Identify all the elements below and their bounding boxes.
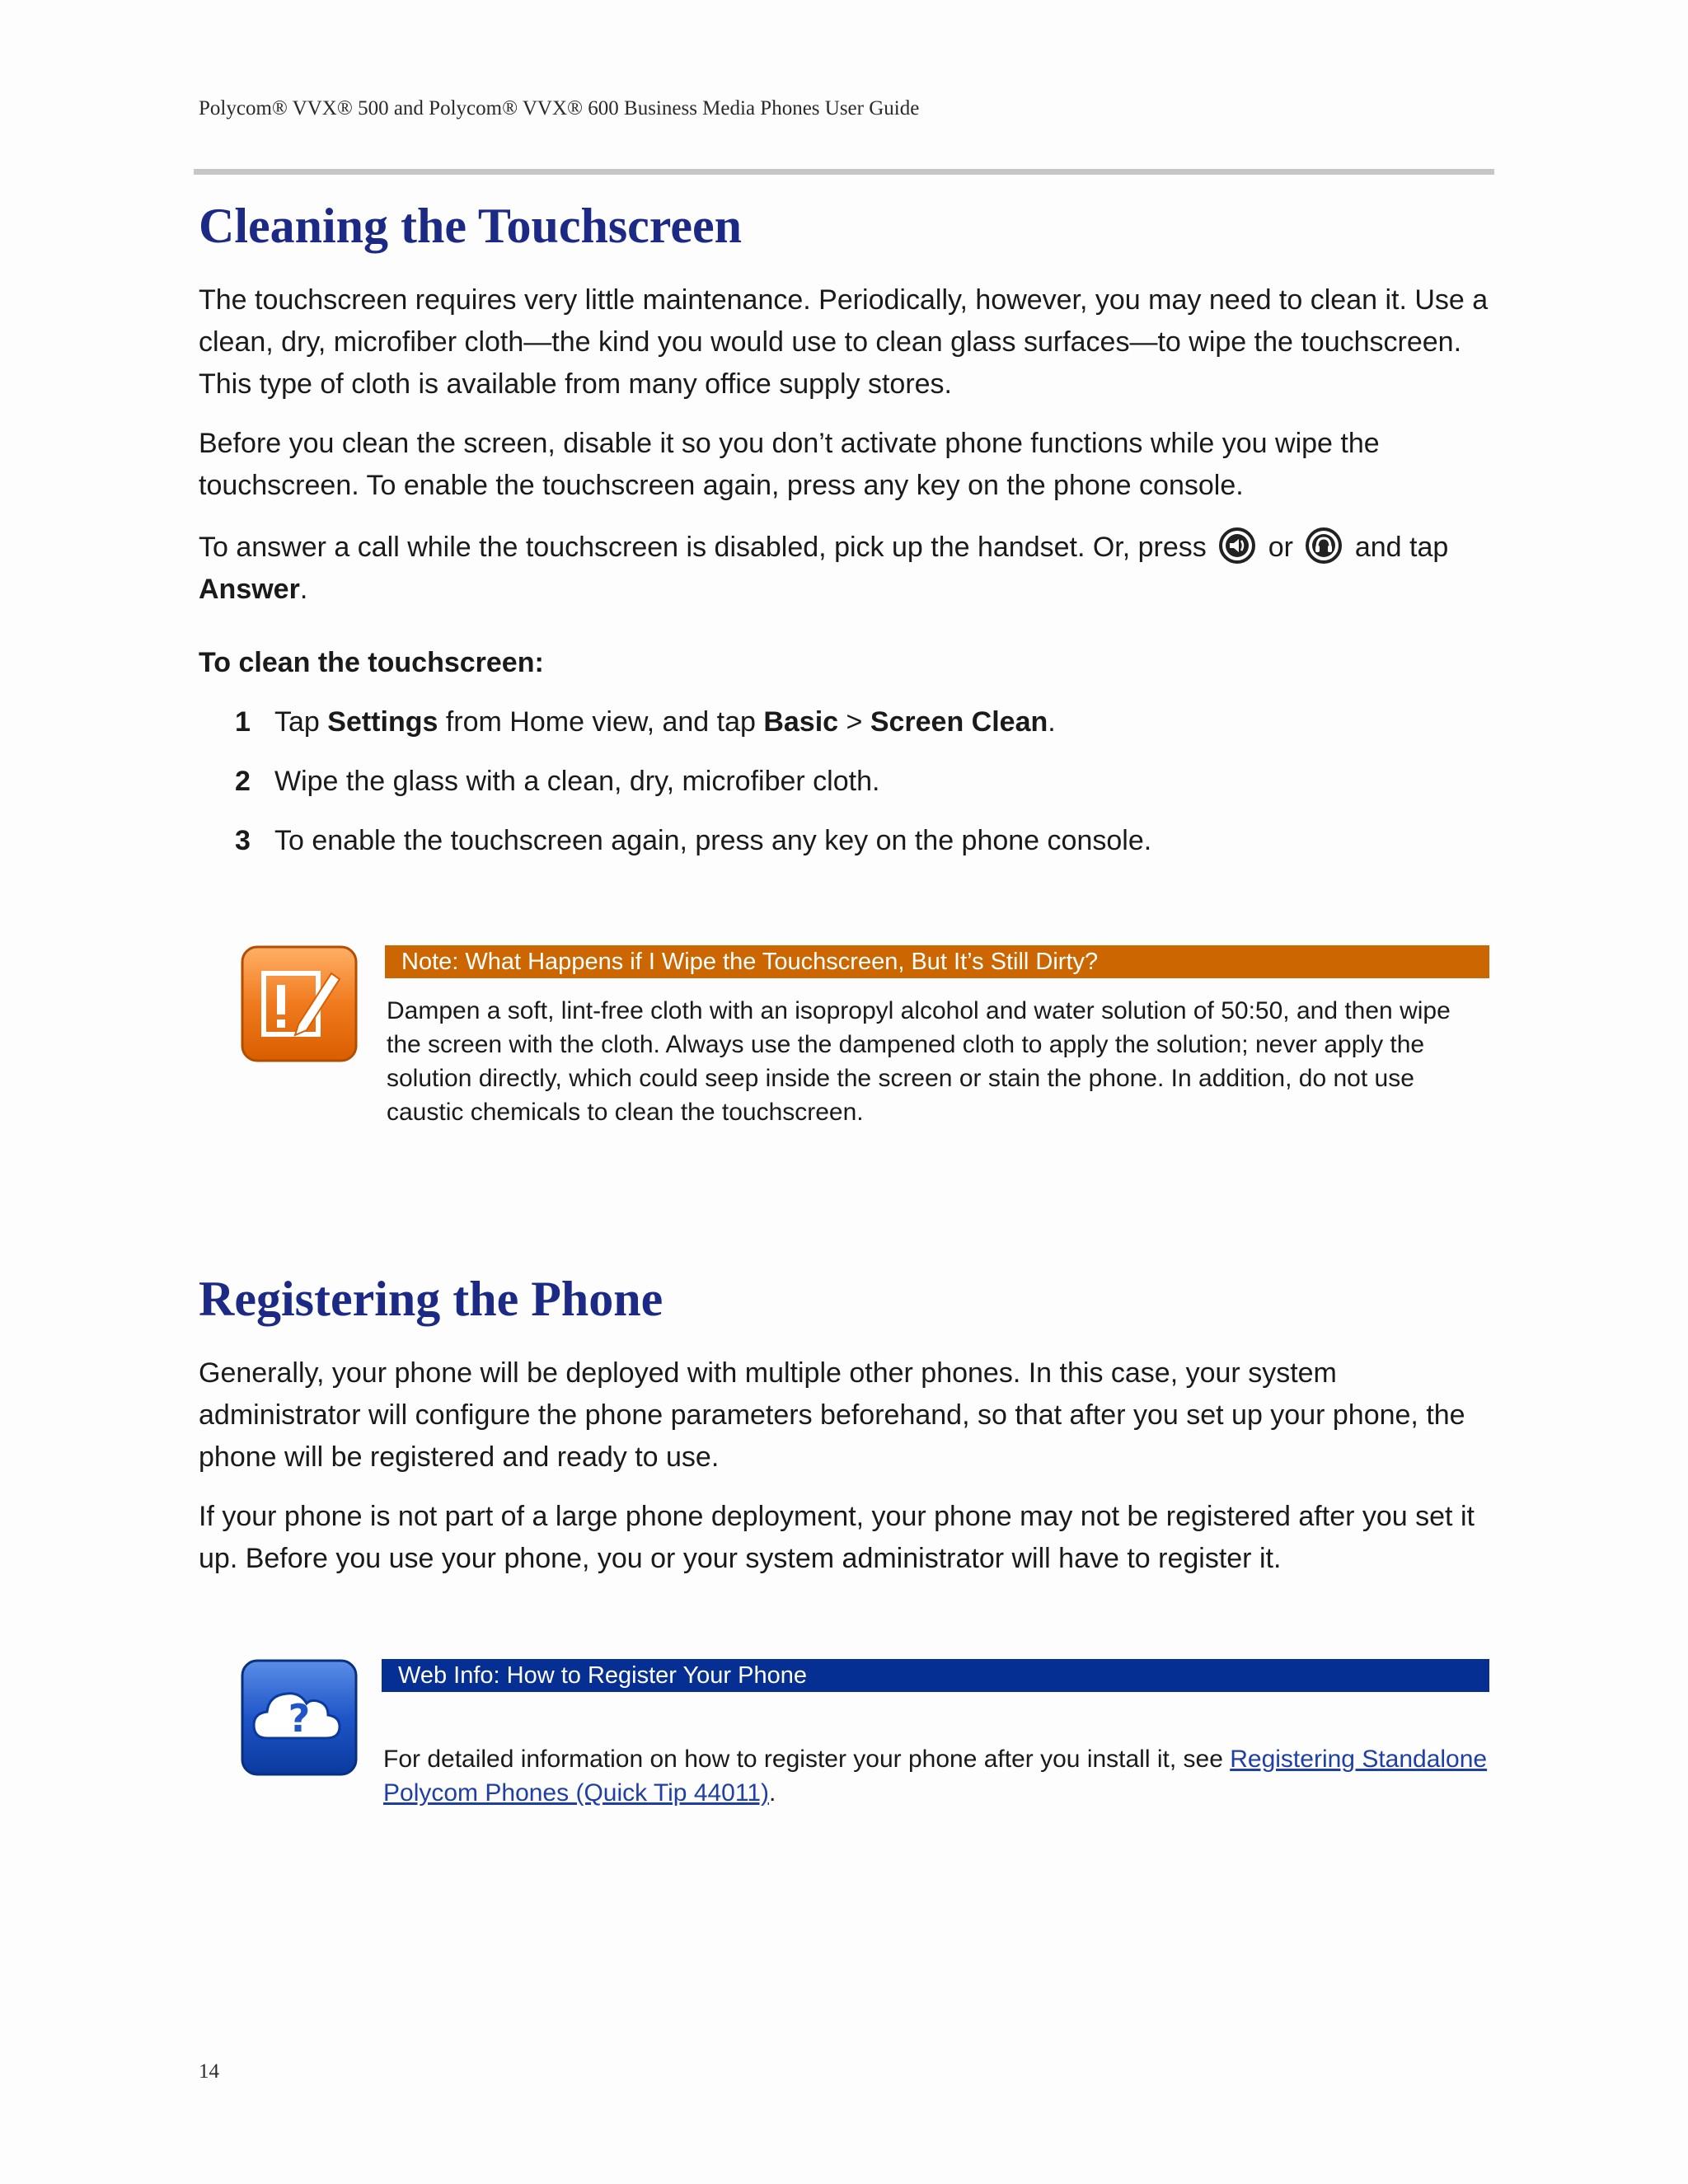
step-3 [235, 825, 1151, 857]
webinfo-body [383, 1742, 1488, 1810]
step-text: from Home view, and tap [438, 706, 764, 738]
answer-call-text: To answer a call while the touchscreen is disabled, pick up the handset. Or, press [199, 532, 1207, 563]
web-info-icon [241, 1659, 358, 1776]
step-2 [235, 766, 879, 798]
paragraph-registering-note: If your phone is not part of a large phone deployment, your phone may not be registered after you set it up. Before you use your phone, you or your system administrator will have to register it. [199, 1501, 1475, 1574]
header-rule [194, 169, 1494, 175]
headset-key-icon [1306, 527, 1342, 564]
note-title-bar: Note: What Happens if I Wipe the Touchscreen, But It’s Still Dirty? [385, 945, 1489, 978]
note-body: Dampen a soft, lint-free cloth with an isopropyl alcohol and water solution of 50:50, and then wipe the screen with the cloth. Always use the dampened cloth to apply the solution; never apply the solution directly, which could seep inside the screen or stain the phone. In addition, do not use caustic chemicals to clean the touchscreen. [387, 997, 1451, 1126]
step-text: . [1048, 706, 1056, 738]
speakerphone-key-icon [1219, 527, 1255, 564]
section-title-registering: Registering the Phone [199, 1272, 663, 1326]
or-text: or [1268, 532, 1293, 563]
paragraph-answer-call [199, 527, 1501, 611]
settings-label: Settings [327, 706, 438, 738]
step-text: > [838, 706, 870, 738]
step-text: Tap [274, 706, 328, 738]
step-text: Wipe the glass with a clean, dry, microfiber cloth. [274, 766, 880, 797]
answer-label: Answer [199, 574, 300, 605]
and-tap-text: and tap [1354, 532, 1449, 563]
step-number: 1 [235, 706, 251, 738]
step-number: 3 [235, 825, 251, 856]
svg-text:?: ? [288, 1696, 311, 1741]
basic-label: Basic [763, 706, 839, 738]
section-title-cleaning: Cleaning the Touchscreen [199, 199, 742, 253]
webinfo-period: . [769, 1779, 776, 1807]
step-text: To enable the touchscreen again, press any key on the phone console. [274, 825, 1152, 856]
paragraph-registering-intro: Generally, your phone will be deployed with multiple other phones. In this case, your system administrator will configure the phone parameters beforehand, so that after you set up your phone, the phone will be registered and ready to use. [199, 1357, 1465, 1473]
webinfo-text: For detailed information on how to register your phone after you install it, see [383, 1746, 1231, 1773]
paragraph-disable-screen: Before you clean the screen, disable it so you don’t activate phone functions while you wipe the touchscreen. To enable the touchscreen again, press any key on the phone console. [199, 428, 1380, 501]
answer-period: . [299, 574, 308, 605]
step-1 [235, 706, 1056, 738]
procedure-heading: To clean the touchscreen: [199, 647, 544, 678]
page-number: 14 [199, 2060, 219, 2083]
step-number: 2 [235, 766, 251, 797]
screen-clean-label: Screen Clean [870, 706, 1048, 738]
running-header: Polycom® VVX® 500 and Polycom® VVX® 600 Business Media Phones User Guide [199, 97, 920, 120]
webinfo-title-bar: Web Info: How to Register Your Phone [382, 1659, 1489, 1692]
note-icon [241, 945, 358, 1062]
quick-tip-link[interactable]: Registering Standalone Polycom Phones (Quick Tip 44011) [383, 1746, 1488, 1807]
paragraph-cleaning-intro: The touchscreen requires very little maintenance. Periodically, however, you may need to clean it. Use a clean, dry, microfiber cloth—the kind you would use to clean glass surfaces—to wipe the touchscreen. This type of cloth is available from many office supply stores. [199, 284, 1489, 400]
